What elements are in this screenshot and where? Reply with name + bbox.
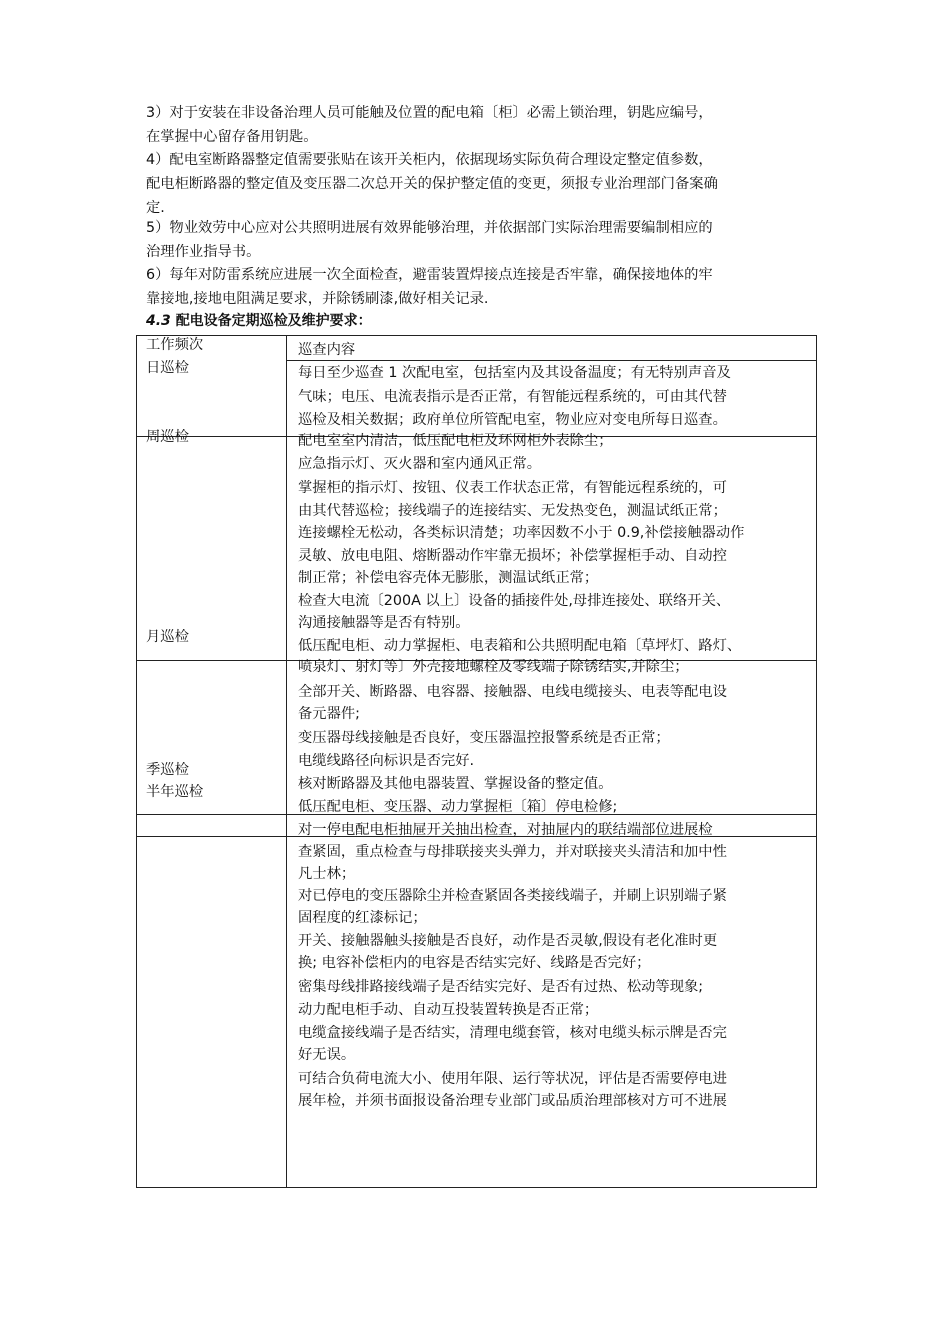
paragraph-line: 3）对于安装在非设备治理人员可能触及位置的配电箱〔柜〕必需上锁治理，钥匙应编号， bbox=[146, 105, 713, 121]
content-line: 检查大电流〔200A 以上〕设备的插接件处,母排连接处、联络开关、 bbox=[298, 593, 731, 609]
paragraph-line: 治理作业指导书。 bbox=[146, 244, 261, 260]
table-border-top bbox=[136, 335, 817, 336]
content-line: 展年检，并须书面报设备治理专业部门或品质治理部核对方可不进展 bbox=[298, 1093, 727, 1109]
content-line: 灵敏、放电电阻、熔断器动作牢靠无损坏；补偿掌握柜手动、自动控 bbox=[298, 548, 727, 564]
paragraph-line: 在掌握中心留存备用钥匙。 bbox=[146, 129, 318, 145]
content-line: 备元器件; bbox=[298, 706, 361, 722]
content-line: 电缆盒接线端子是否结实，清理电缆套管，核对电缆头标示牌是否完 bbox=[298, 1025, 727, 1041]
content-line: 凡士林； bbox=[298, 866, 356, 882]
table-column-divider bbox=[286, 335, 287, 1188]
frequency-daily: 日巡检 bbox=[146, 360, 189, 376]
content-line: 制正常；补偿电容壳体无膨胀，测温试纸正常； bbox=[298, 570, 599, 586]
table-header-content: 巡查内容 bbox=[298, 342, 356, 358]
content-line: 配电室室内清洁，低压配电柜及环网柜外表除尘； bbox=[298, 433, 613, 449]
content-line: 掌握柜的指示灯、按钮、仪表工作状态正常，有智能远程系统的，可 bbox=[298, 480, 727, 496]
paragraph-line: 4）配电室断路器整定值需要张贴在该开关柜内，依据现场实际负荷合理设定整定值参数， bbox=[146, 152, 713, 168]
frequency-quarterly: 季巡检 bbox=[146, 762, 189, 778]
table-border-bottom bbox=[136, 1187, 817, 1188]
content-line: 查紧固，重点检查与母排联接夹头弹力，并对联接夹头清洁和加中性 bbox=[298, 844, 727, 860]
frequency-semiannual: 半年巡检 bbox=[146, 784, 204, 800]
content-line: 每日至少巡查 1 次配电室，包括室内及其设备温度；有无特别声音及 bbox=[298, 365, 731, 381]
content-line: 可结合负荷电流大小、使用年限、运行等状况，评估是否需要停电进 bbox=[298, 1071, 727, 1087]
content-line: 好无误。 bbox=[298, 1047, 356, 1063]
content-line: 动力配电柜手动、自动互投装置转换是否正常； bbox=[298, 1002, 599, 1018]
content-line: 气味；电压、电流表指示是否正常，有智能远程系统的，可由其代替 bbox=[298, 389, 727, 405]
paragraph-line: 6）每年对防雷系统应进展一次全面检查，避雷装置焊接点连接是否牢靠，确保接地体的牢 bbox=[146, 267, 713, 283]
table-header-frequency: 工作频次 bbox=[146, 337, 204, 353]
content-line: 沟通接触器等是否有特别。 bbox=[298, 615, 470, 631]
content-line: 开关、接触器触头接触是否良好，动作是否灵敏,假设有老化准时更 bbox=[298, 933, 718, 949]
section-number: 4.3 bbox=[146, 313, 171, 329]
content-line: 固程度的红漆标记； bbox=[298, 910, 427, 926]
paragraph-6 bbox=[146, 263, 826, 311]
paragraph-3 bbox=[146, 101, 826, 149]
section-heading bbox=[146, 311, 372, 331]
paragraph-line: 5）物业效劳中心应对公共照明进展有效界能够治理，并依据部门实际治理需要编制相应的 bbox=[146, 220, 713, 236]
content-line: 连接螺栓无松动，各类标识清楚；功率因数不小于 0.9,补偿接触器动作 bbox=[298, 525, 745, 541]
content-line: 电缆线路径向标识是否完好. bbox=[298, 753, 475, 769]
content-line: 由其代替巡检；接线端子的连接结实、无发热变色，测温试纸正常； bbox=[298, 503, 727, 519]
content-line: 对已停电的变压器除尘并检查紧固各类接线端子，并刷上识别端子紧 bbox=[298, 888, 727, 904]
content-line: 核对断路器及其他电器装置、掌握设备的整定值。 bbox=[298, 776, 613, 792]
content-line: 全部开关、断路器、电容器、接触器、电线电缆接头、电表等配电设 bbox=[298, 684, 727, 700]
paragraph-line: 配电柜断路器的整定值及变压器二次总开关的保护整定值的变更，须报专业治理部门备案确 bbox=[146, 176, 718, 192]
content-line: 换; 电容补偿柜内的电容是否结实完好、线路是否完好； bbox=[298, 955, 651, 971]
paragraph-5 bbox=[146, 216, 826, 264]
content-line: 密集母线排路接线端子是否结实完好、是否有过热、松动等现象; bbox=[298, 979, 704, 995]
content-line: 变压器母线接触是否良好，变压器温控报警系统是否正常； bbox=[298, 730, 670, 746]
paragraph-4 bbox=[146, 148, 826, 220]
paragraph-line: 定. bbox=[146, 200, 165, 216]
content-line: 低压配电柜、变压器、动力掌握柜〔箱〕停电检修; bbox=[298, 799, 618, 815]
frequency-weekly: 周巡检 bbox=[146, 429, 189, 445]
content-line: 对一停电配电柜抽屉开关抽出检查，对抽屉内的联结端部位进展检 bbox=[298, 822, 713, 838]
table-border-left bbox=[136, 335, 137, 1188]
paragraph-line: 靠接地,接地电阻满足要求，并除锈刷漆,做好相关记录. bbox=[146, 291, 489, 307]
content-line: 应急指示灯、灭火器和室内通风正常。 bbox=[298, 456, 542, 472]
content-line: 低压配电柜、动力掌握柜、电表箱和公共照明配电箱〔草坪灯、路灯、 bbox=[298, 638, 742, 654]
table-border-right bbox=[816, 335, 817, 1188]
content-line: 喷泉灯、射灯等〕外壳接地螺栓及零线端子除锈结实,并除尘； bbox=[298, 659, 689, 675]
table-row-divider bbox=[286, 360, 817, 361]
frequency-monthly: 月巡检 bbox=[146, 629, 189, 645]
content-line: 巡检及相关数据；政府单位所管配电室，物业应对变电所每日巡查。 bbox=[298, 412, 727, 428]
section-title: 配电设备定期巡检及维护要求： bbox=[175, 313, 372, 329]
